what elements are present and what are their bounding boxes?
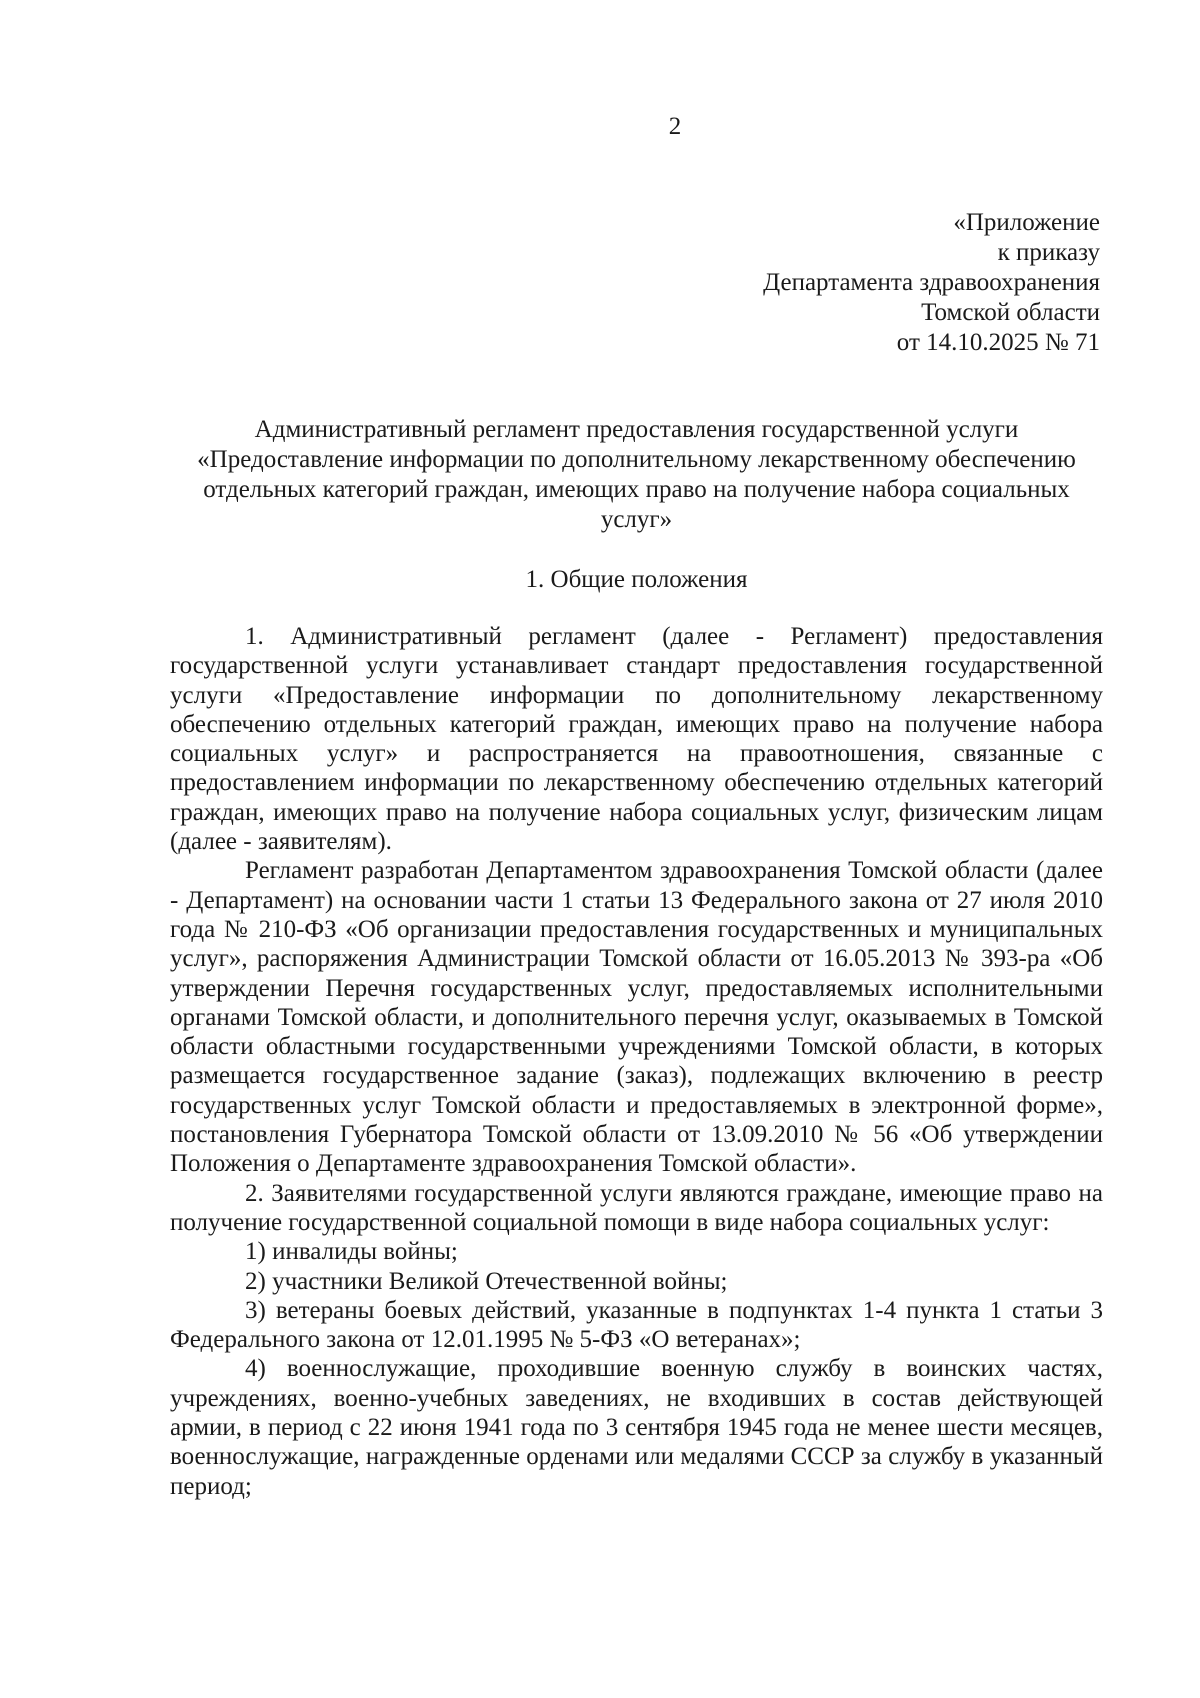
paragraph: 2. Заявителями государственной услуги являются граждане, имеющие право на получение государственной социальной помощи в виде набора социальных услуг: xyxy=(170,1179,1103,1236)
appendix-header xyxy=(500,208,1100,358)
appendix-line: к приказу xyxy=(997,239,1100,266)
appendix-line: «Приложение xyxy=(953,209,1100,236)
list-item: 2) участники Великой Отечественной войны; xyxy=(245,1267,728,1295)
body-text xyxy=(170,622,1103,1501)
list-item: 1) инвалиды войны; xyxy=(245,1238,458,1266)
paragraph: 1. Административный регламент (далее - Регламент) предоставления государственной услуги устанавливает стандарт предоставления государственной услуги «Предоставление информации по дополнительному лекарственному обеспечению отдельных категорий граждан, имеющих право на получение набора социальных услуг» и распространяется на правоотношения, связанные с предоставлением информации по лекарственному обеспечению отдельных категорий граждан, имеющих право на получение набора социальных услуг, физическим лицам (далее - заявителям). xyxy=(170,623,1103,856)
appendix-line: Томской области xyxy=(921,299,1100,326)
paragraph: Регламент разработан Департаментом здравоохранения Томской области (далее - Департамент) на основании части 1 статьи 13 Федерального закона от 27 июля 2010 года № 210-ФЗ «Об организации предоставления государственных и муниципальных услуг», распоряжения Администрации Томской области от 16.05.2013 № 393-ра «Об утверждении Перечня государственных услуг, предоставляемых исполнительными органами Томской области, и дополнительного перечня услуг, оказываемых в Томской области областными государственными учреждениями Томской области, в которых размещается государственное задание (заказ), подлежащих включению в реестр государственных услуг Томской области и предоставляемых в электронной форме», постановления Губернатора Томской области от 13.09.2010 № 56 «Об утверждении Положения о Департаменте здравоохранения Томской области». xyxy=(170,857,1103,1178)
appendix-line: Департамента здравоохранения xyxy=(763,269,1100,296)
section-heading: 1. Общие положения xyxy=(525,566,748,593)
document-title xyxy=(170,415,1103,535)
appendix-line: от 14.10.2025 № 71 xyxy=(896,329,1100,356)
list-item: 3) ветераны боевых действий, указанные в подпунктах 1-4 пункта 1 статьи 3 Федерального закона от 12.01.1995 № 5-ФЗ «О ветеранах»; xyxy=(170,1296,1103,1354)
list-item: 4) военнослужащие, проходившие военную службу в воинских частях, учреждениях, военно-учебных заведениях, не входивших в состав действующей армии, в период с 22 июня 1941 года по 3 сентября 1945 года не менее шести месяцев, военнослужащие, награжденные орденами или медалями СССР за службу в указанный период; xyxy=(170,1355,1103,1500)
title-line: «Предоставление информации по дополнительному лекарственному обеспечению xyxy=(197,446,1076,473)
page-number: 2 xyxy=(668,113,682,140)
title-line: услуг» xyxy=(600,506,673,533)
title-line: отдельных категорий граждан, имеющих право на получение набора социальных xyxy=(203,476,1070,503)
title-line: Административный регламент предоставления государственной услуги xyxy=(254,416,1019,443)
